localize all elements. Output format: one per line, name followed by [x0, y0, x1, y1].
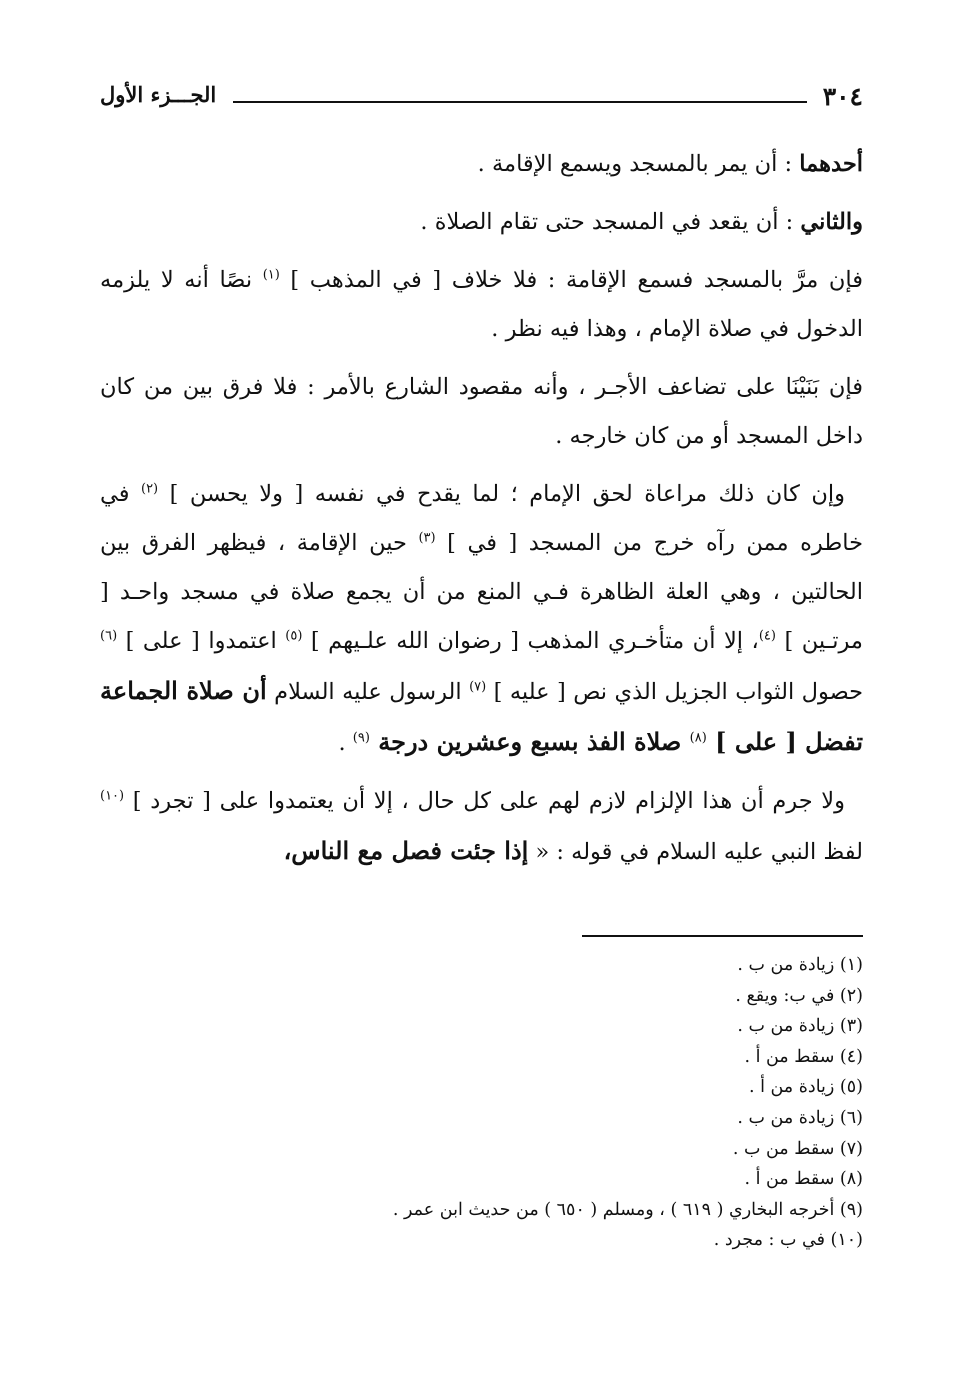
footnote-5: (٥) زيادة من أ . — [748, 1077, 863, 1098]
footnote-3: (٣) زيادة من ب . — [737, 1016, 863, 1037]
header-rule — [233, 101, 807, 103]
footnote-4: (٤) سقط من أ . — [744, 1046, 863, 1067]
footnote-1: (١) زيادة من ب . — [737, 955, 863, 975]
page-number: ٣٠٤ — [822, 82, 863, 111]
paragraph-text: حصول الثواب الجزيل الذي نص [ عليه ] — [486, 679, 864, 705]
paragraph-lead: أحدهما — [799, 151, 863, 177]
footnote-marker[interactable]: (١) — [262, 267, 280, 283]
paragraph-text: اعتمدوا [ على ] — [117, 628, 286, 654]
footnote-6: (٦) زيادة من ب . — [737, 1107, 863, 1128]
hadith-quote: صلاة الفذ بسبع وعشرين درجة — [369, 727, 690, 756]
footnote-marker[interactable]: (٧) — [469, 679, 487, 695]
paragraph-text: ، إلا أن متأخـري المذهب [ رضوان الله علـيهم ] — [302, 628, 759, 654]
footnote-2: (٢) في ب: ويقع . — [735, 985, 863, 1006]
paragraph-text: . — [338, 730, 353, 756]
footnotes — [100, 950, 863, 1256]
paragraph-text: ولا جرم أن هذا الإلزام لازم لهم على كل حال ، إلا أن يعتمدوا على [ تجرد ] — [124, 788, 845, 814]
paragraph-5 — [100, 470, 863, 768]
page-header — [100, 82, 863, 122]
footnote-marker[interactable]: (٥) — [285, 628, 303, 644]
footnote-marker[interactable]: (١٠) — [100, 788, 125, 804]
footnote-9: (٩) أخرجه البخاري ( ٦١٩ ) ، ومسلم ( ٦٥٠ ) من حديث ابن عمر . — [392, 1199, 863, 1220]
footnote-marker[interactable]: (٨) — [689, 730, 707, 746]
paragraph-text: وإن كان ذلك مراعاة لحق الإمام ؛ لما يقدح في نفسه [ ولا يحسن ] — [158, 481, 845, 507]
hadith-quote: إذا جئت فصل مع الناس، — [283, 836, 529, 865]
footnote-separator — [582, 935, 863, 937]
paragraph-text: فإن مرَّ بالمسجد فسمع الإقامة : فلا خلاف [ في المذهب ] — [279, 267, 863, 293]
footnote-marker[interactable]: (٢) — [140, 481, 159, 497]
paragraph-3 — [100, 256, 863, 354]
paragraph-text: : أن يقعد في المسجد حتى تقام الصلاة . — [420, 209, 801, 235]
main-text — [100, 140, 863, 886]
paragraph-text: الرسول عليه السلام — [266, 679, 470, 705]
footnote-marker[interactable]: (٩) — [352, 730, 370, 746]
footnote-marker[interactable]: (٣) — [418, 530, 436, 546]
hadith-quote: أن صلاة الجماعة تفضل [ على ] — [100, 676, 863, 756]
paragraph-text: فإن بَنَيْنَا على تضاعف الأجـر ، وأنه مقصود الشارع بالأمر : فلا فرق بين من كان داخل المسجد أو من كان خارجه . — [100, 374, 863, 449]
footnote-marker[interactable]: (٤) — [758, 628, 776, 644]
paragraph-2 — [100, 198, 863, 247]
footnote-8: (٨) سقط من أ . — [744, 1169, 863, 1190]
paragraph-text: لفظ النبي عليه السلام في قوله : « — [528, 839, 863, 865]
paragraph-6 — [100, 777, 863, 877]
paragraph-text: في خاطره ممن رآه خرج من المسجد [ في ] — [100, 481, 864, 556]
footnote-7: (٧) سقط من ب . — [732, 1138, 863, 1159]
footnote-10: (١٠) في ب : مجرد . — [713, 1230, 863, 1251]
paragraph-lead: والثاني — [800, 209, 863, 235]
paragraph-text: نصًا أنه لا يلزمه الدخول في صلاة الإمام ، وهذا فيه نظر . — [100, 267, 863, 342]
paragraph-1 — [100, 140, 863, 189]
footnote-marker[interactable]: (٦) — [100, 628, 118, 644]
paragraph-text: : أن يمر بالمسجد ويسمع الإقامة . — [477, 151, 800, 177]
running-title: الجـــزء الأول — [100, 82, 217, 107]
paragraph-4 — [100, 363, 863, 461]
paragraph-text: حين الإقامة ، فيظهر الفرق بين الحالتين ، وهي العلة الظاهرة فـي المنع من أن يجمع صلاة في مسجد واحـد [ مرتـين ] — [100, 530, 863, 654]
